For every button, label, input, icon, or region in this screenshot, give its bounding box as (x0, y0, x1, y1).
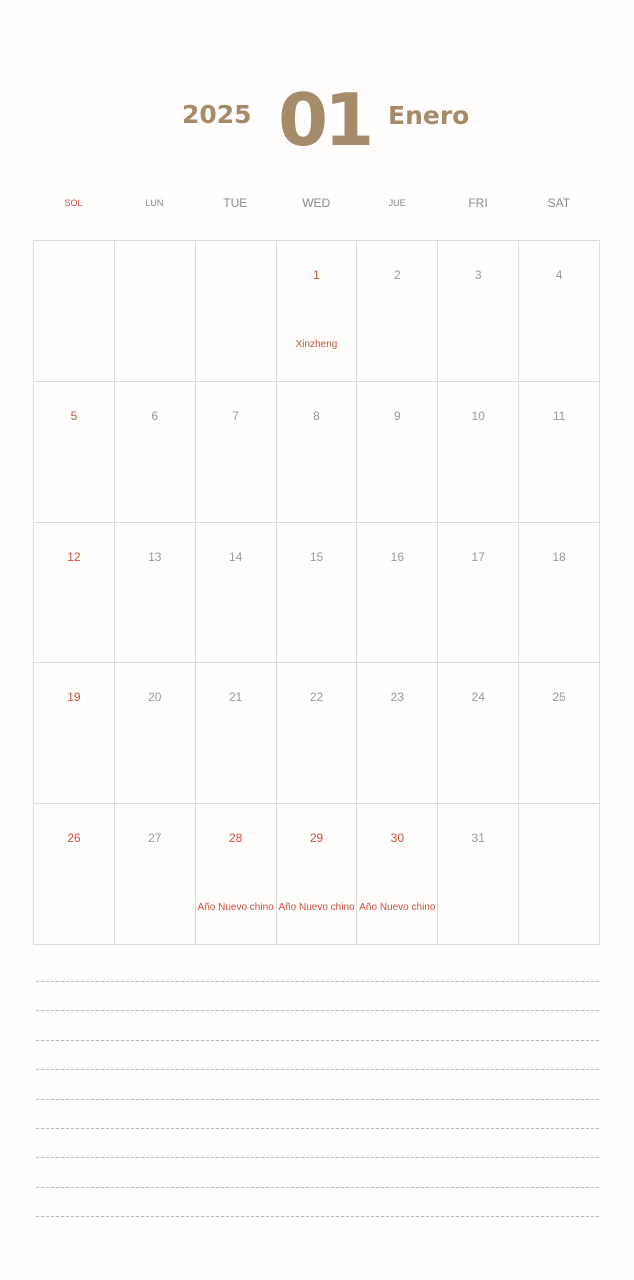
weekday-label: TUE (223, 196, 248, 210)
day-cell[interactable] (34, 241, 115, 382)
day-cell[interactable] (438, 804, 519, 945)
day-cell[interactable] (34, 804, 115, 945)
day-cell[interactable] (357, 804, 438, 945)
day-cell[interactable] (357, 523, 438, 664)
day-number: 7 (232, 408, 239, 423)
note-line (36, 1010, 599, 1011)
note-line (36, 1099, 599, 1100)
day-number: 30 (390, 831, 405, 846)
day-number: 3 (474, 268, 482, 282)
note-line (36, 1069, 599, 1070)
day-number: 6 (151, 408, 159, 423)
month-name: Enero (388, 101, 470, 130)
weekday-label: WED (302, 196, 331, 210)
day-cell[interactable] (438, 382, 519, 523)
weekday-label: LUN (145, 198, 164, 208)
day-number: 31 (471, 831, 485, 846)
day-number: 18 (552, 549, 566, 564)
month-number: 01 (278, 78, 371, 162)
holiday-label: Año Nuevo chino (197, 902, 274, 914)
year: 2025 (182, 100, 252, 129)
holiday-label: Año Nuevo chino (359, 902, 436, 914)
day-cell[interactable] (519, 241, 600, 382)
day-number: 9 (394, 408, 401, 423)
day-number: 11 (552, 408, 566, 423)
day-cell[interactable] (357, 663, 438, 804)
note-line (36, 1040, 599, 1041)
day-number: 24 (471, 690, 485, 705)
day-cell[interactable] (519, 663, 600, 804)
day-number: 20 (148, 690, 162, 705)
note-line (36, 1157, 599, 1158)
day-cell[interactable] (196, 523, 277, 664)
note-line (36, 981, 599, 982)
day-cell[interactable] (196, 241, 277, 382)
day-cell[interactable] (277, 663, 358, 804)
day-number: 26 (67, 831, 81, 846)
day-cell[interactable] (34, 663, 115, 804)
day-cell[interactable] (115, 241, 196, 382)
day-cell[interactable] (438, 523, 519, 664)
day-number: 12 (67, 549, 81, 564)
day-number: 22 (309, 690, 324, 705)
calendar-grid (33, 240, 600, 945)
day-cell[interactable] (357, 241, 438, 382)
day-cell[interactable] (519, 382, 600, 523)
holiday-label: Xinzheng (295, 339, 338, 350)
day-number: 15 (309, 549, 324, 564)
day-cell[interactable] (196, 804, 277, 945)
day-number: 10 (471, 408, 485, 423)
day-cell[interactable] (115, 663, 196, 804)
day-cell[interactable] (519, 804, 600, 945)
note-line (36, 1187, 599, 1188)
day-cell[interactable] (196, 382, 277, 523)
day-number: 25 (552, 690, 566, 705)
weekday-label: SAT (547, 196, 571, 210)
day-number: 19 (67, 690, 81, 705)
weekday-label: SOL (64, 198, 83, 208)
day-number: 21 (228, 690, 243, 705)
day-cell[interactable] (115, 382, 196, 523)
day-number: 29 (309, 831, 324, 846)
day-cell[interactable] (357, 382, 438, 523)
note-line (36, 1128, 599, 1129)
day-cell[interactable] (115, 523, 196, 664)
weekday-label: FRI (468, 196, 488, 210)
day-number: 27 (148, 831, 162, 846)
holiday-label: Año Nuevo chino (278, 902, 355, 914)
day-cell[interactable] (34, 382, 115, 523)
day-number: 1 (313, 268, 320, 282)
day-cell[interactable] (438, 241, 519, 382)
day-number: 4 (555, 268, 563, 282)
note-line (36, 1216, 599, 1217)
day-cell[interactable] (277, 523, 358, 664)
day-cell[interactable] (115, 804, 196, 945)
day-number: 23 (390, 690, 405, 705)
day-number: 8 (313, 408, 320, 423)
day-number: 17 (471, 549, 485, 564)
day-cell[interactable] (277, 241, 358, 382)
day-number: 2 (394, 268, 401, 282)
day-cell[interactable] (519, 523, 600, 664)
day-number: 13 (148, 549, 162, 564)
day-number: 28 (228, 831, 243, 846)
day-cell[interactable] (277, 804, 358, 945)
day-cell[interactable] (196, 663, 277, 804)
day-number: 16 (390, 549, 405, 564)
weekday-label: JUE (388, 198, 406, 208)
day-number: 14 (228, 549, 243, 564)
day-cell[interactable] (438, 663, 519, 804)
day-cell[interactable] (34, 523, 115, 664)
day-number: 5 (70, 408, 78, 423)
day-cell[interactable] (277, 382, 358, 523)
